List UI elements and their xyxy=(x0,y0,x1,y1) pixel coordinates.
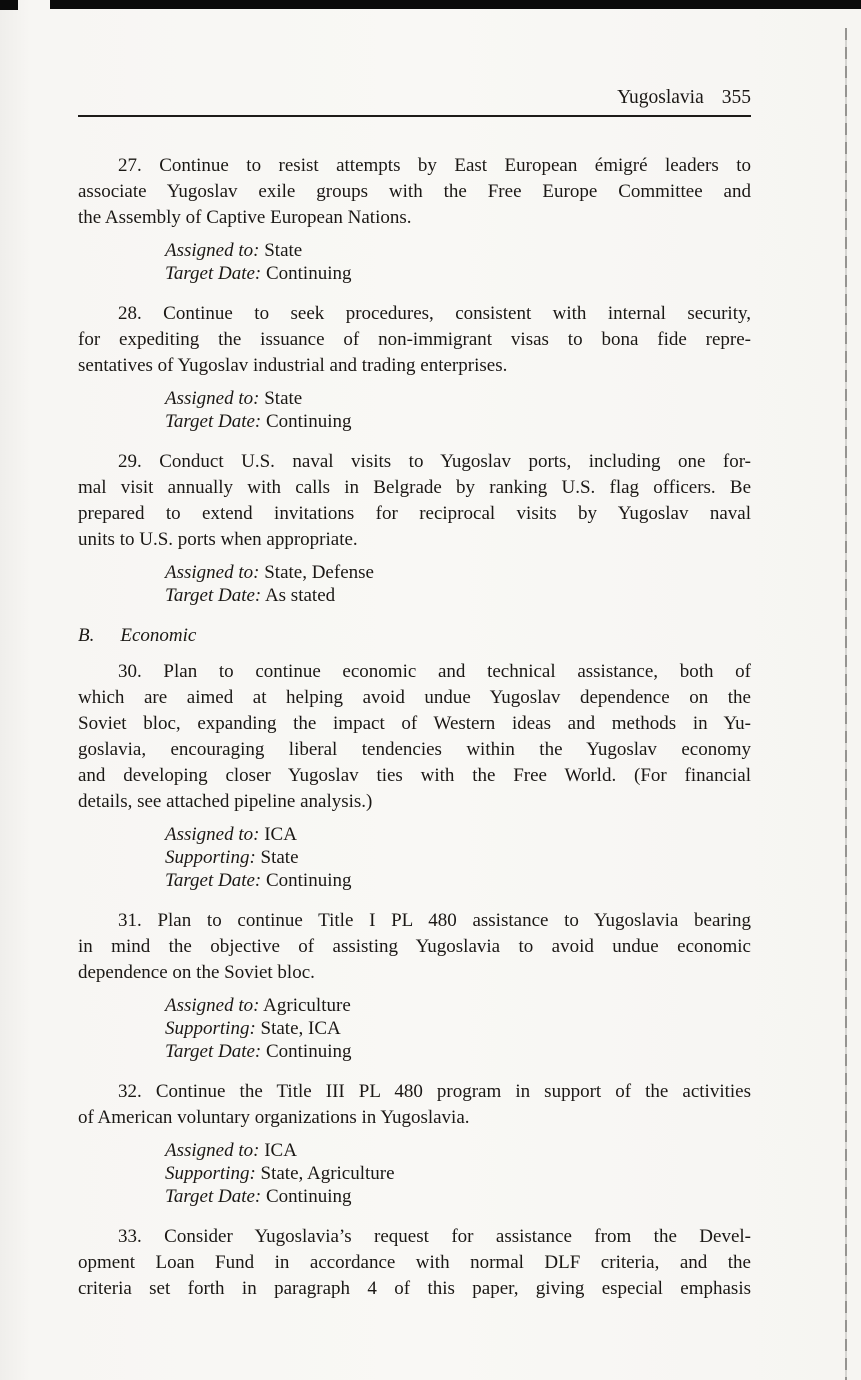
assignment-value: State xyxy=(264,388,303,409)
paragraph-29 xyxy=(78,449,751,607)
assignment-row xyxy=(165,584,751,607)
assignment-value: Continuing xyxy=(265,870,352,891)
paragraph-28 xyxy=(78,301,751,433)
running-header xyxy=(78,86,751,110)
section-heading-economic xyxy=(78,623,751,649)
text-line: opment Loan Fund in accordance with normal DLF criteria, and the xyxy=(78,1252,751,1273)
assignment-row xyxy=(165,239,751,262)
assignment-row xyxy=(165,410,751,433)
assignment-label: Supporting: xyxy=(165,847,256,868)
assignment-row xyxy=(165,994,751,1017)
assignment-row xyxy=(165,1162,751,1185)
text-line: 31. Plan to continue Title I PL 480 assistance to Yugoslavia bearing xyxy=(118,910,751,931)
text-line: for expediting the issuance of non-immigrant visas to bona fide repre- xyxy=(78,329,751,350)
assignment-label: Supporting: xyxy=(165,1018,256,1039)
text-line: prepared to extend invitations for reciprocal visits by Yugoslav naval xyxy=(78,503,751,524)
text-line: goslavia, encouraging liberal tendencies within the Yugoslav economy xyxy=(78,739,751,760)
assignment-row xyxy=(165,1139,751,1162)
section-title: Economic xyxy=(120,625,197,646)
assignment-label: Assigned to: xyxy=(165,562,260,583)
text-line: sentatives of Yugoslav industrial and trading enterprises. xyxy=(78,355,508,376)
assignment-label: Target Date: xyxy=(165,585,262,606)
text-line: and developing closer Yugoslav ties with the Free World. (For financial xyxy=(78,765,751,786)
assignment-label: Target Date: xyxy=(165,1041,262,1062)
text-line: associate Yugoslav exile groups with the Free Europe Committee and xyxy=(78,181,751,202)
assignment-value: Agriculture xyxy=(263,995,351,1016)
assignment-value: ICA xyxy=(264,824,297,845)
assignment-label: Target Date: xyxy=(165,263,262,284)
paragraph-31 xyxy=(78,908,751,1063)
section-letter: B. xyxy=(78,625,95,646)
assignment-block xyxy=(78,239,751,285)
assignment-block xyxy=(78,994,751,1063)
text-line: units to U.S. ports when appropriate. xyxy=(78,529,358,550)
assignment-row xyxy=(165,1040,751,1063)
assignment-value: As stated xyxy=(264,585,336,606)
assignment-label: Assigned to: xyxy=(165,388,260,409)
assignment-value: State, ICA xyxy=(260,1018,341,1039)
text-line: 27. Continue to resist attempts by East European émigré leaders to xyxy=(118,155,751,176)
assignment-value: State, Agriculture xyxy=(260,1163,395,1184)
assignment-row xyxy=(165,1017,751,1040)
assignment-value: Continuing xyxy=(265,263,352,284)
paragraph-30 xyxy=(78,659,751,892)
assignment-row xyxy=(165,823,751,846)
text-line: 29. Conduct U.S. naval visits to Yugoslav ports, including one for- xyxy=(118,451,751,472)
assignment-value: State xyxy=(264,240,303,261)
assignment-row xyxy=(165,1185,751,1208)
assignment-block xyxy=(78,561,751,607)
assignment-row xyxy=(165,561,751,584)
header-rule xyxy=(78,115,751,117)
assignment-block xyxy=(78,823,751,892)
assignment-label: Assigned to: xyxy=(165,995,260,1016)
assignment-label: Assigned to: xyxy=(165,824,260,845)
text-line: in mind the objective of assisting Yugoslavia to avoid undue economic xyxy=(78,936,751,957)
paragraph-32 xyxy=(78,1079,751,1208)
assignment-row xyxy=(165,262,751,285)
text-line: of American voluntary organizations in Yugoslavia. xyxy=(78,1107,470,1128)
assignment-value: State xyxy=(260,847,299,868)
assignment-value: ICA xyxy=(264,1140,297,1161)
text-line: mal visit annually with calls in Belgrade by ranking U.S. flag officers. Be xyxy=(78,477,751,498)
assignment-label: Target Date: xyxy=(165,1186,262,1207)
assignment-row xyxy=(165,869,751,892)
assignment-row xyxy=(165,846,751,869)
assignment-value: Continuing xyxy=(265,1041,352,1062)
paragraph-27 xyxy=(78,153,751,285)
assignment-value: Continuing xyxy=(265,411,352,432)
text-line: dependence on the Soviet bloc. xyxy=(78,962,315,983)
text-line: which are aimed at helping avoid undue Yugoslav dependence on the xyxy=(78,687,751,708)
assignment-label: Supporting: xyxy=(165,1163,256,1184)
assignment-value: State, Defense xyxy=(264,562,374,583)
text-line: criteria set forth in paragraph 4 of this paper, giving especial emphasis xyxy=(78,1278,751,1299)
assignment-label: Assigned to: xyxy=(165,1140,260,1161)
text-line: the Assembly of Captive European Nations. xyxy=(78,207,412,228)
text-line: 32. Continue the Title III PL 480 program in support of the activities xyxy=(118,1081,751,1102)
assignment-value: Continuing xyxy=(265,1186,352,1207)
text-line: Soviet bloc, expanding the impact of Western ideas and methods in Yu- xyxy=(78,713,751,734)
paragraph-33 xyxy=(78,1224,751,1302)
text-line: 33. Consider Yugoslavia’s request for assistance from the Devel- xyxy=(118,1226,751,1247)
page-number: 355 xyxy=(721,87,751,108)
text-line: 28. Continue to seek procedures, consistent with internal security, xyxy=(118,303,751,324)
assignment-block xyxy=(78,1139,751,1208)
assignment-block xyxy=(78,387,751,433)
assignment-label: Target Date: xyxy=(165,411,262,432)
text-line: 30. Plan to continue economic and technical assistance, both of xyxy=(118,661,751,682)
text-line: details, see attached pipeline analysis.) xyxy=(78,791,373,812)
assignment-label: Assigned to: xyxy=(165,240,260,261)
running-header-title: Yugoslavia xyxy=(617,87,704,108)
assignment-row xyxy=(165,387,751,410)
assignment-label: Target Date: xyxy=(165,870,262,891)
